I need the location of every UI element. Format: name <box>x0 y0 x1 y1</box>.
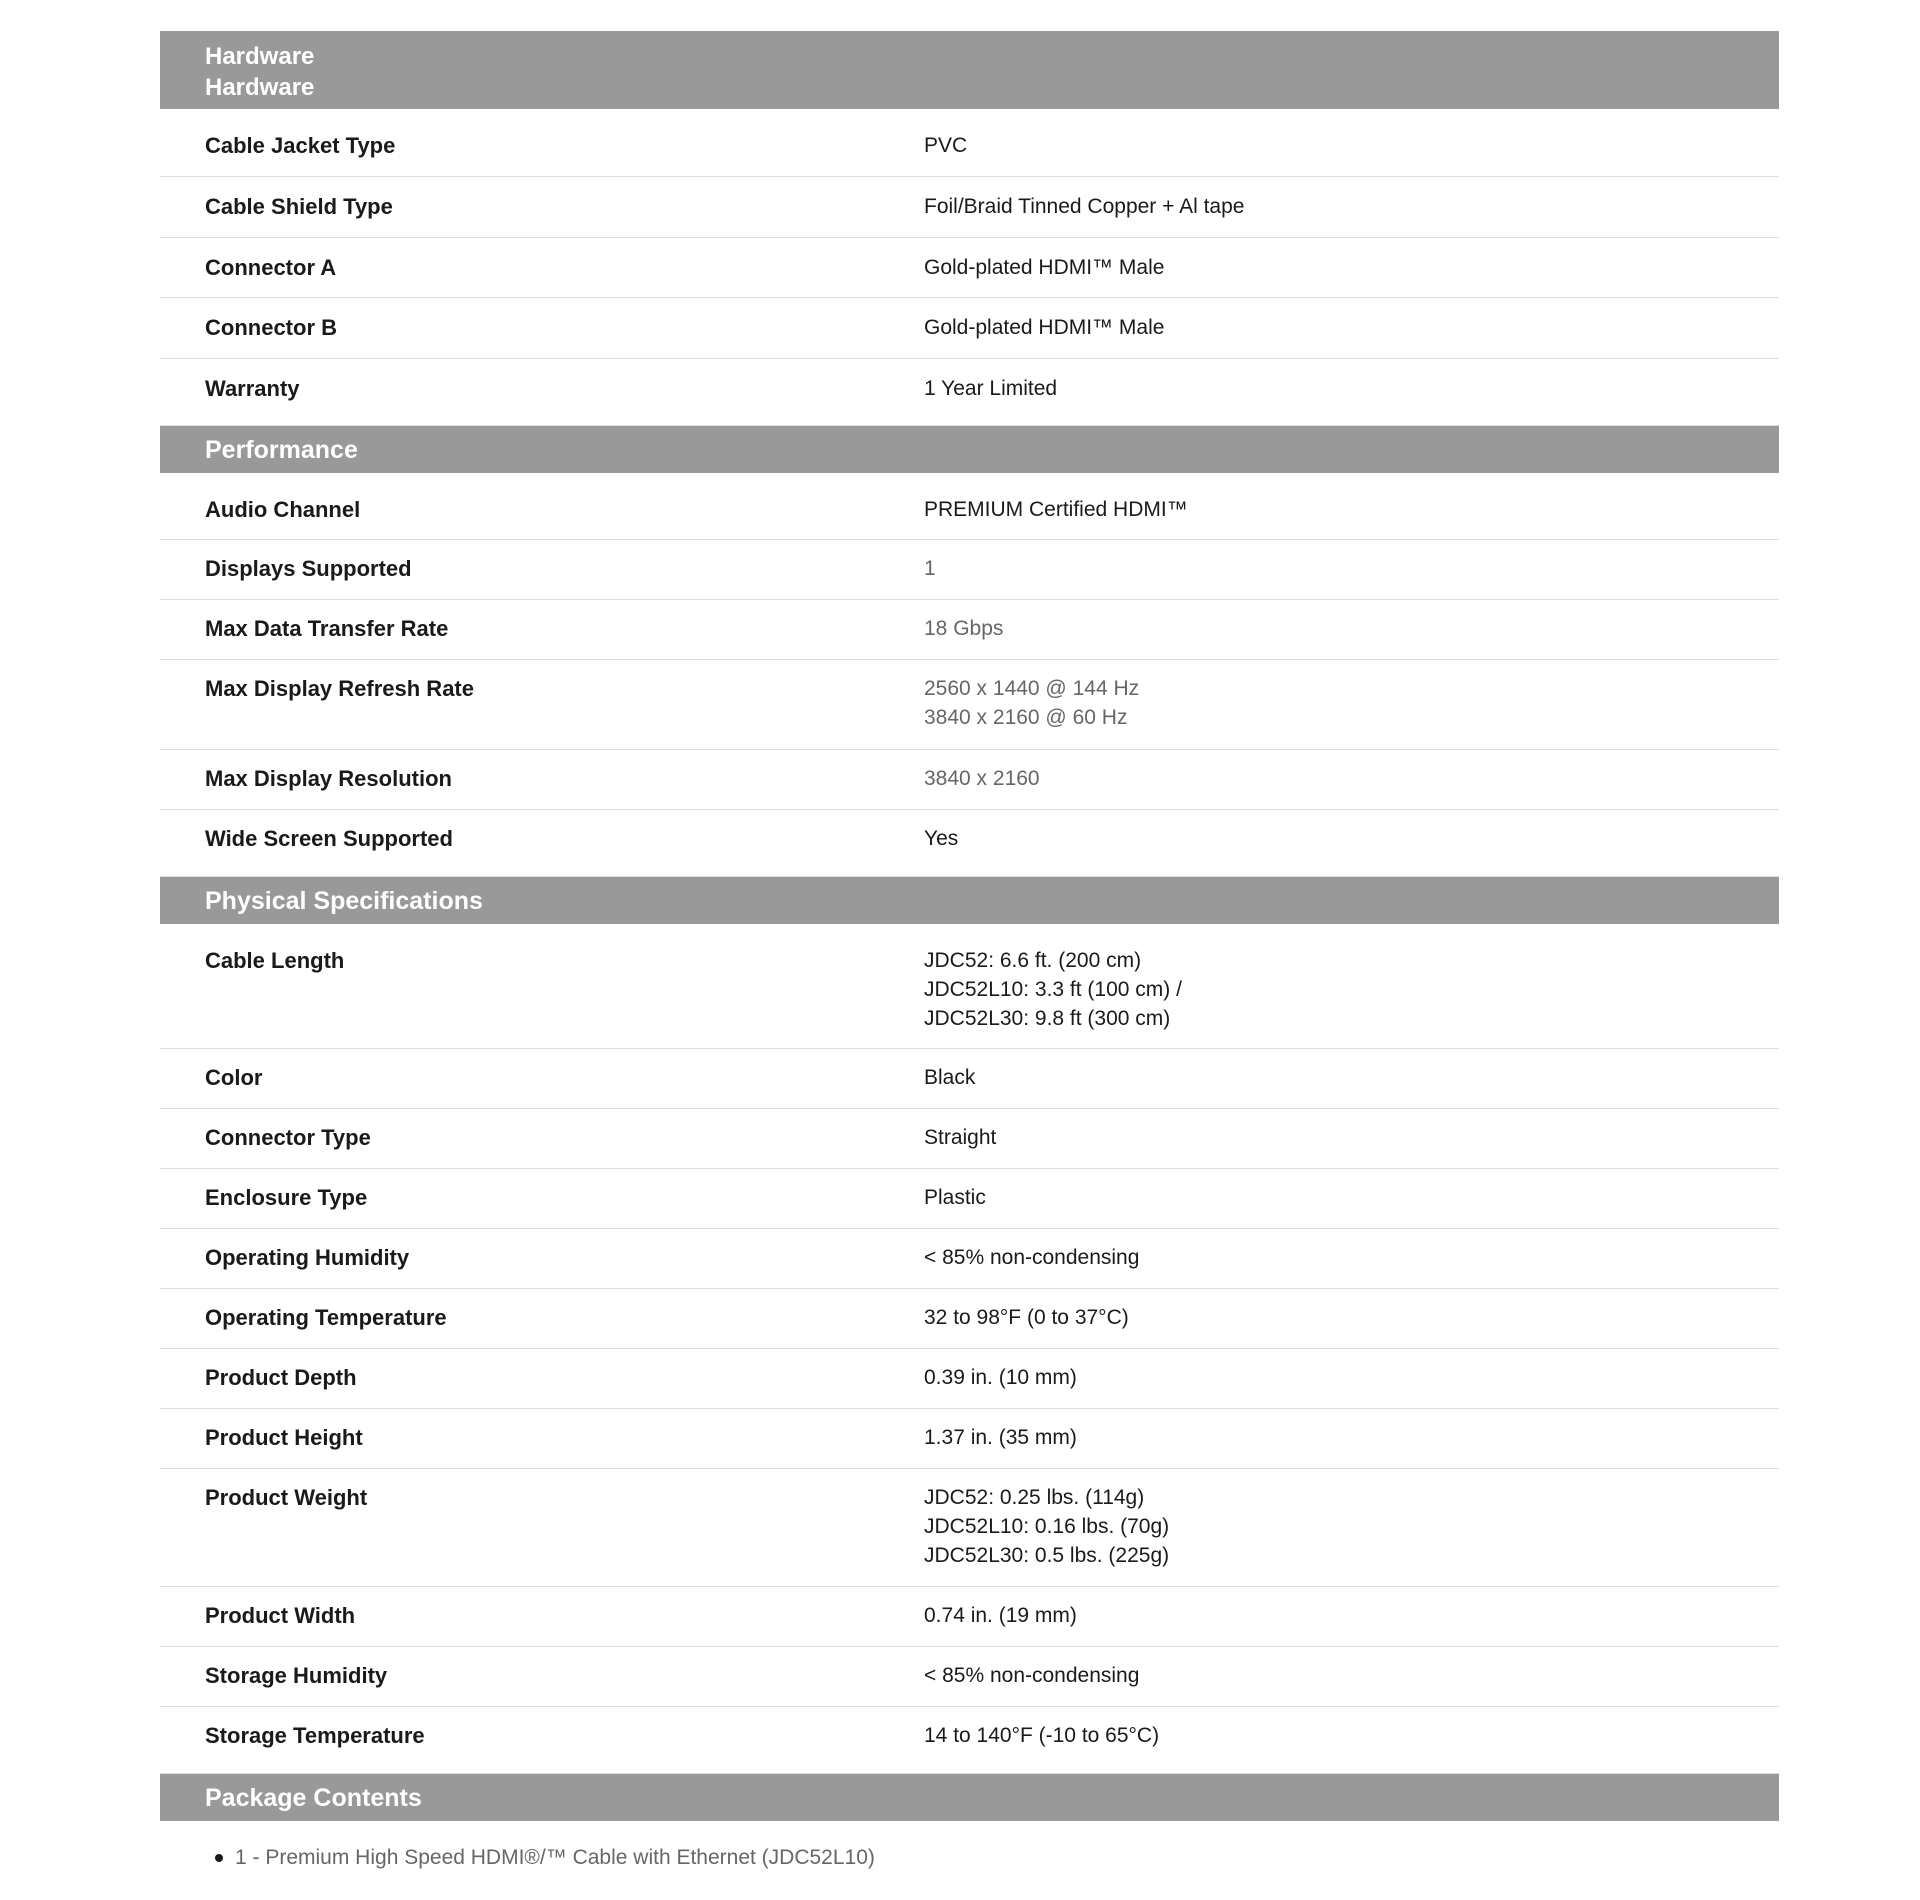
spec-value: 18 Gbps <box>924 617 1004 640</box>
spec-label: Wide Screen Supported <box>205 826 453 851</box>
spec-row <box>160 1049 1779 1109</box>
spec-value: 1 Year Limited <box>924 377 1058 400</box>
spec-value: 0.74 in. (19 mm) <box>924 1604 1077 1627</box>
spec-label: Cable Shield Type <box>205 194 393 219</box>
spec-row <box>160 924 1779 1049</box>
spec-row <box>160 1349 1779 1409</box>
spec-row <box>160 298 1779 359</box>
spec-value: Straight <box>924 1126 997 1149</box>
spec-value: Gold-plated HDMI™ Male <box>924 316 1165 339</box>
section-title-hardware-line-2: Hardware <box>205 74 315 101</box>
spec-row <box>160 1109 1779 1169</box>
spec-label: Audio Channel <box>205 497 361 522</box>
list-item <box>235 1843 1779 1873</box>
spec-value: 0.39 in. (10 mm) <box>924 1366 1077 1389</box>
spec-value: Plastic <box>924 1186 986 1209</box>
spec-value: PREMIUM Certified HDMI™ <box>924 498 1188 521</box>
spec-label: Connector Type <box>205 1125 371 1150</box>
spec-label: Connector A <box>205 255 337 280</box>
spec-label: Enclosure Type <box>205 1185 368 1210</box>
spec-row <box>160 1169 1779 1229</box>
spec-row <box>160 1587 1779 1647</box>
spec-value: PVC <box>924 134 968 157</box>
spec-row <box>160 1469 1779 1587</box>
spec-value: 1 <box>924 557 936 580</box>
spec-row <box>160 238 1779 298</box>
section-header-performance <box>160 426 1779 473</box>
spec-value: Black <box>924 1066 976 1089</box>
spec-value: 2560 x 1440 @ 144 Hz 3840 x 2160 @ 60 Hz <box>924 677 1140 729</box>
spec-value: 1.37 in. (35 mm) <box>924 1426 1077 1449</box>
spec-label: Displays Supported <box>205 556 412 581</box>
spec-row <box>160 1289 1779 1349</box>
spec-label: Product Width <box>205 1603 356 1628</box>
spec-label: Cable Length <box>205 948 345 973</box>
spec-row <box>160 177 1779 238</box>
spec-value: 14 to 140°F (-10 to 65°C) <box>924 1724 1160 1747</box>
section-header-package-contents <box>160 1774 1779 1821</box>
spec-value: Gold-plated HDMI™ Male <box>924 256 1165 279</box>
spec-value: 3840 x 2160 <box>924 767 1040 790</box>
spec-label: Operating Temperature <box>205 1305 447 1330</box>
spec-label: Max Display Refresh Rate <box>205 676 474 701</box>
spec-label: Product Depth <box>205 1365 357 1390</box>
spec-row <box>160 473 1779 540</box>
section-title-package-contents: Package Contents <box>205 1783 422 1812</box>
package-item-text: 1 - Premium High Speed HDMI®/™ Cable with Ethernet (JDC52L10) <box>235 1846 875 1869</box>
spec-row <box>160 1229 1779 1289</box>
spec-row <box>160 810 1779 877</box>
spec-label: Storage Humidity <box>205 1663 388 1688</box>
spec-value: < 85% non-condensing <box>924 1664 1140 1687</box>
bullet-icon <box>215 1854 223 1862</box>
spec-label: Product Height <box>205 1425 363 1450</box>
spec-value: JDC52: 6.6 ft. (200 cm) JDC52L10: 3.3 ft (100 cm) / JDC52L30: 9.8 ft (300 cm) <box>924 949 1182 1030</box>
section-header-physical-specifications <box>160 877 1779 924</box>
spec-label: Max Display Resolution <box>205 766 452 791</box>
spec-row <box>160 1409 1779 1469</box>
spec-value: 32 to 98°F (0 to 37°C) <box>924 1306 1129 1329</box>
spec-row <box>160 109 1779 177</box>
spec-row <box>160 359 1779 426</box>
spec-row <box>160 660 1779 750</box>
spec-label: Color <box>205 1065 263 1090</box>
spec-value: JDC52: 0.25 lbs. (114g) JDC52L10: 0.16 lbs. (70g) JDC52L30: 0.5 lbs. (225g) <box>924 1486 1170 1567</box>
section-title-performance: Performance <box>205 435 358 464</box>
spec-row <box>160 540 1779 600</box>
spec-row <box>160 750 1779 810</box>
section-title-hardware-line-1: Hardware <box>205 43 315 70</box>
spec-table <box>160 31 1779 1873</box>
spec-label: Connector B <box>205 315 337 340</box>
spec-value: < 85% non-condensing <box>924 1246 1140 1269</box>
spec-label: Operating Humidity <box>205 1245 410 1270</box>
spec-label: Max Data Transfer Rate <box>205 616 449 641</box>
spec-value: Yes <box>924 827 959 850</box>
package-contents-list <box>160 1821 1779 1873</box>
spec-label: Cable Jacket Type <box>205 133 396 158</box>
spec-row <box>160 600 1779 660</box>
section-title-physical-specifications: Physical Specifications <box>205 886 483 915</box>
spec-row <box>160 1647 1779 1707</box>
spec-value: Foil/Braid Tinned Copper + Al tape <box>924 195 1245 218</box>
spec-label: Storage Temperature <box>205 1723 425 1748</box>
spec-row <box>160 1707 1779 1774</box>
spec-label: Warranty <box>205 376 300 401</box>
section-header-hardware <box>160 31 1779 109</box>
spec-label: Product Weight <box>205 1485 368 1510</box>
